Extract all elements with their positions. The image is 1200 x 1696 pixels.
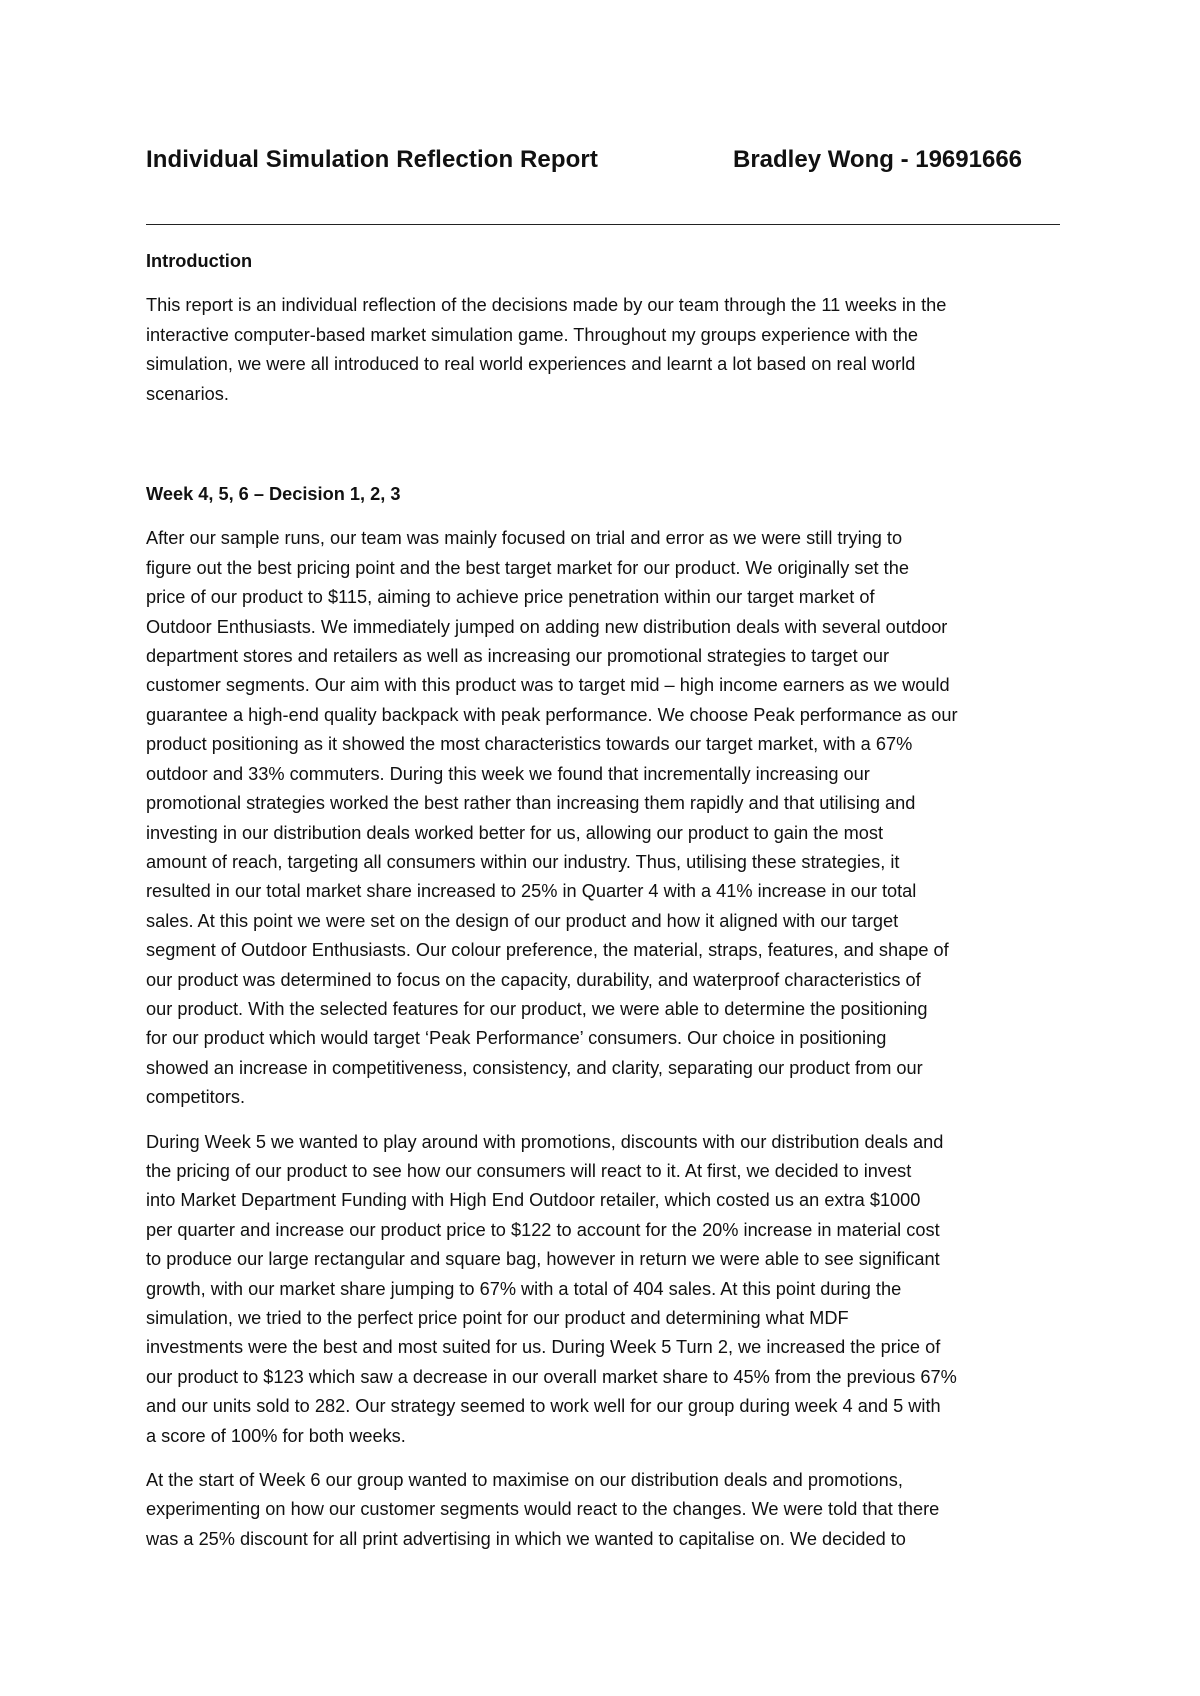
text-line: our product to $123 which saw a decrease in our overall market share to 45% from the previous 67% [146, 1366, 957, 1387]
text-line: Outdoor Enthusiasts. We immediately jumped on adding new distribution deals with several outdoor [146, 616, 948, 637]
text-line: After our sample runs, our team was mainly focused on trial and error as we were still trying to [146, 528, 903, 549]
week-paragraph-3 [146, 1466, 1066, 1554]
text-line: competitors. [146, 1087, 246, 1108]
text-line: At the start of Week 6 our group wanted to maximise on our distribution deals and promotions, [146, 1470, 903, 1491]
text-line: segment of Outdoor Enthusiasts. Our colour preference, the material, straps, features, and shape of [146, 940, 949, 961]
text-line: product positioning as it showed the most characteristics towards our target market, with a 67% [146, 734, 913, 755]
text-line: sales. At this point we were set on the design of our product and how it aligned with our target [146, 910, 899, 931]
text-line: promotional strategies worked the best rather than increasing them rapidly and that utilising and [146, 793, 916, 814]
text-line: was a 25% discount for all print advertising in which we wanted to capitalise on. We decided to [146, 1528, 906, 1549]
text-line: During Week 5 we wanted to play around with promotions, discounts with our distribution deals and [146, 1131, 944, 1152]
text-line: scenarios. [146, 383, 229, 404]
week-paragraph-2 [146, 1128, 1066, 1451]
report-body [146, 247, 1066, 1569]
report-title: Individual Simulation Reflection Report [146, 146, 598, 173]
week-section-heading: Week 4, 5, 6 – Decision 1, 2, 3 [146, 484, 401, 505]
text-line: per quarter and increase our product price to $122 to account for the 20% increase in material cost [146, 1219, 940, 1240]
header-divider [146, 224, 1060, 225]
text-line: showed an increase in competitiveness, consistency, and clarity, separating our product from our [146, 1057, 923, 1078]
text-line: growth, with our market share jumping to 67% with a total of 404 sales. At this point during the [146, 1278, 902, 1299]
text-line: price of our product to $115, aiming to achieve price penetration within our target market of [146, 587, 875, 608]
text-line: our product was determined to focus on the capacity, durability, and waterproof characteristics of [146, 969, 921, 990]
text-line: simulation, we tried to the perfect price point for our product and determining what MDF [146, 1308, 849, 1328]
introduction-paragraph [146, 291, 1066, 409]
text-line: interactive computer-based market simulation game. Throughout my groups experience with the [146, 324, 919, 345]
report-header [146, 146, 1060, 186]
text-line: and our units sold to 282. Our strategy seemed to work well for our group during week 4 and 5 with [146, 1396, 941, 1417]
section-spacer [146, 424, 1066, 480]
text-line: This report is an individual reflection of the decisions made by our team through the 11 weeks in the [146, 295, 947, 316]
author-name: Bradley Wong - 19691666 [733, 146, 1023, 173]
text-line: investing in our distribution deals worked better for us, allowing our product to gain the most [146, 822, 883, 843]
text-line: department stores and retailers as well as increasing our promotional strategies to target our [146, 646, 890, 667]
text-line: figure out the best pricing point and the best target market for our product. We originally set the [146, 557, 909, 578]
text-line: our product. With the selected features for our product, we were able to determine the positioning [146, 998, 928, 1019]
text-line: amount of reach, targeting all consumers within our industry. Thus, utilising these strategies, it [146, 851, 900, 872]
text-line: for our product which would target ‘Peak Performance’ consumers. Our choice in positioning [146, 1028, 887, 1049]
introduction-heading: Introduction [146, 251, 253, 271]
text-line: customer segments. Our aim with this product was to target mid – high income earners as we would [146, 675, 950, 696]
text-line: into Market Department Funding with High End Outdoor retailer, which costed us an extra $1000 [146, 1190, 921, 1211]
text-line: the pricing of our product to see how our consumers will react to it. At first, we decided to invest [146, 1160, 912, 1181]
text-line: experimenting on how our customer segments would react to the changes. We were told that there [146, 1499, 940, 1520]
text-line: to produce our large rectangular and square bag, however in return we were able to see significant [146, 1249, 940, 1270]
text-line: resulted in our total market share increased to 25% in Quarter 4 with a 41% increase in our total [146, 881, 917, 902]
week-paragraph-1 [146, 524, 1066, 1112]
text-line: guarantee a high-end quality backpack with peak performance. We choose Peak performance as our [146, 704, 958, 725]
text-line: investments were the best and most suited for us. During Week 5 Turn 2, we increased the price of [146, 1337, 941, 1358]
text-line: simulation, we were all introduced to real world experiences and learnt a lot based on real world [146, 354, 916, 375]
text-line: outdoor and 33% commuters. During this week we found that incrementally increasing our [146, 763, 870, 784]
text-line: a score of 100% for both weeks. [146, 1425, 406, 1446]
